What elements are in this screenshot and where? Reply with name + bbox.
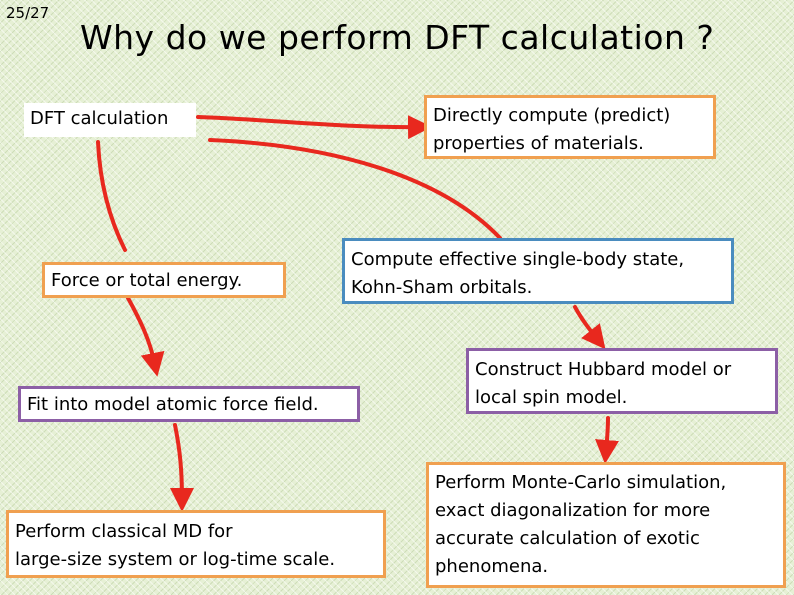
arrow-fit-to-md: [175, 425, 182, 500]
arrow-dft-to-properties: [198, 117, 420, 127]
page-number: 25/27: [6, 4, 50, 22]
node-properties: Directly compute (predict) properties of materials.: [424, 95, 716, 159]
node-hubbard: Construct Hubbard model or local spin model.: [466, 348, 778, 414]
arrow-kohn-sham-to-hubbard: [575, 307, 598, 340]
arrow-force-to-fit: [128, 298, 155, 365]
page-title: Why do we perform DFT calculation ?: [80, 18, 715, 57]
arrow-hubbard-to-monte-carlo: [606, 418, 608, 452]
node-force-energy: Force or total energy.: [42, 262, 286, 298]
arrow-dft-to-force: [98, 142, 125, 250]
node-fit-force-field: Fit into model atomic force field.: [18, 386, 360, 422]
node-monte-carlo: Perform Monte-Carlo simulation, exact diagonalization for more accurate calculation of exotic phenomena.: [426, 462, 786, 588]
node-classical-md: Perform classical MD for large-size system or log-time scale.: [6, 510, 386, 578]
node-dft-calculation: DFT calculation: [24, 103, 196, 137]
node-kohn-sham: Compute effective single-body state, Kohn-Sham orbitals.: [342, 238, 734, 304]
